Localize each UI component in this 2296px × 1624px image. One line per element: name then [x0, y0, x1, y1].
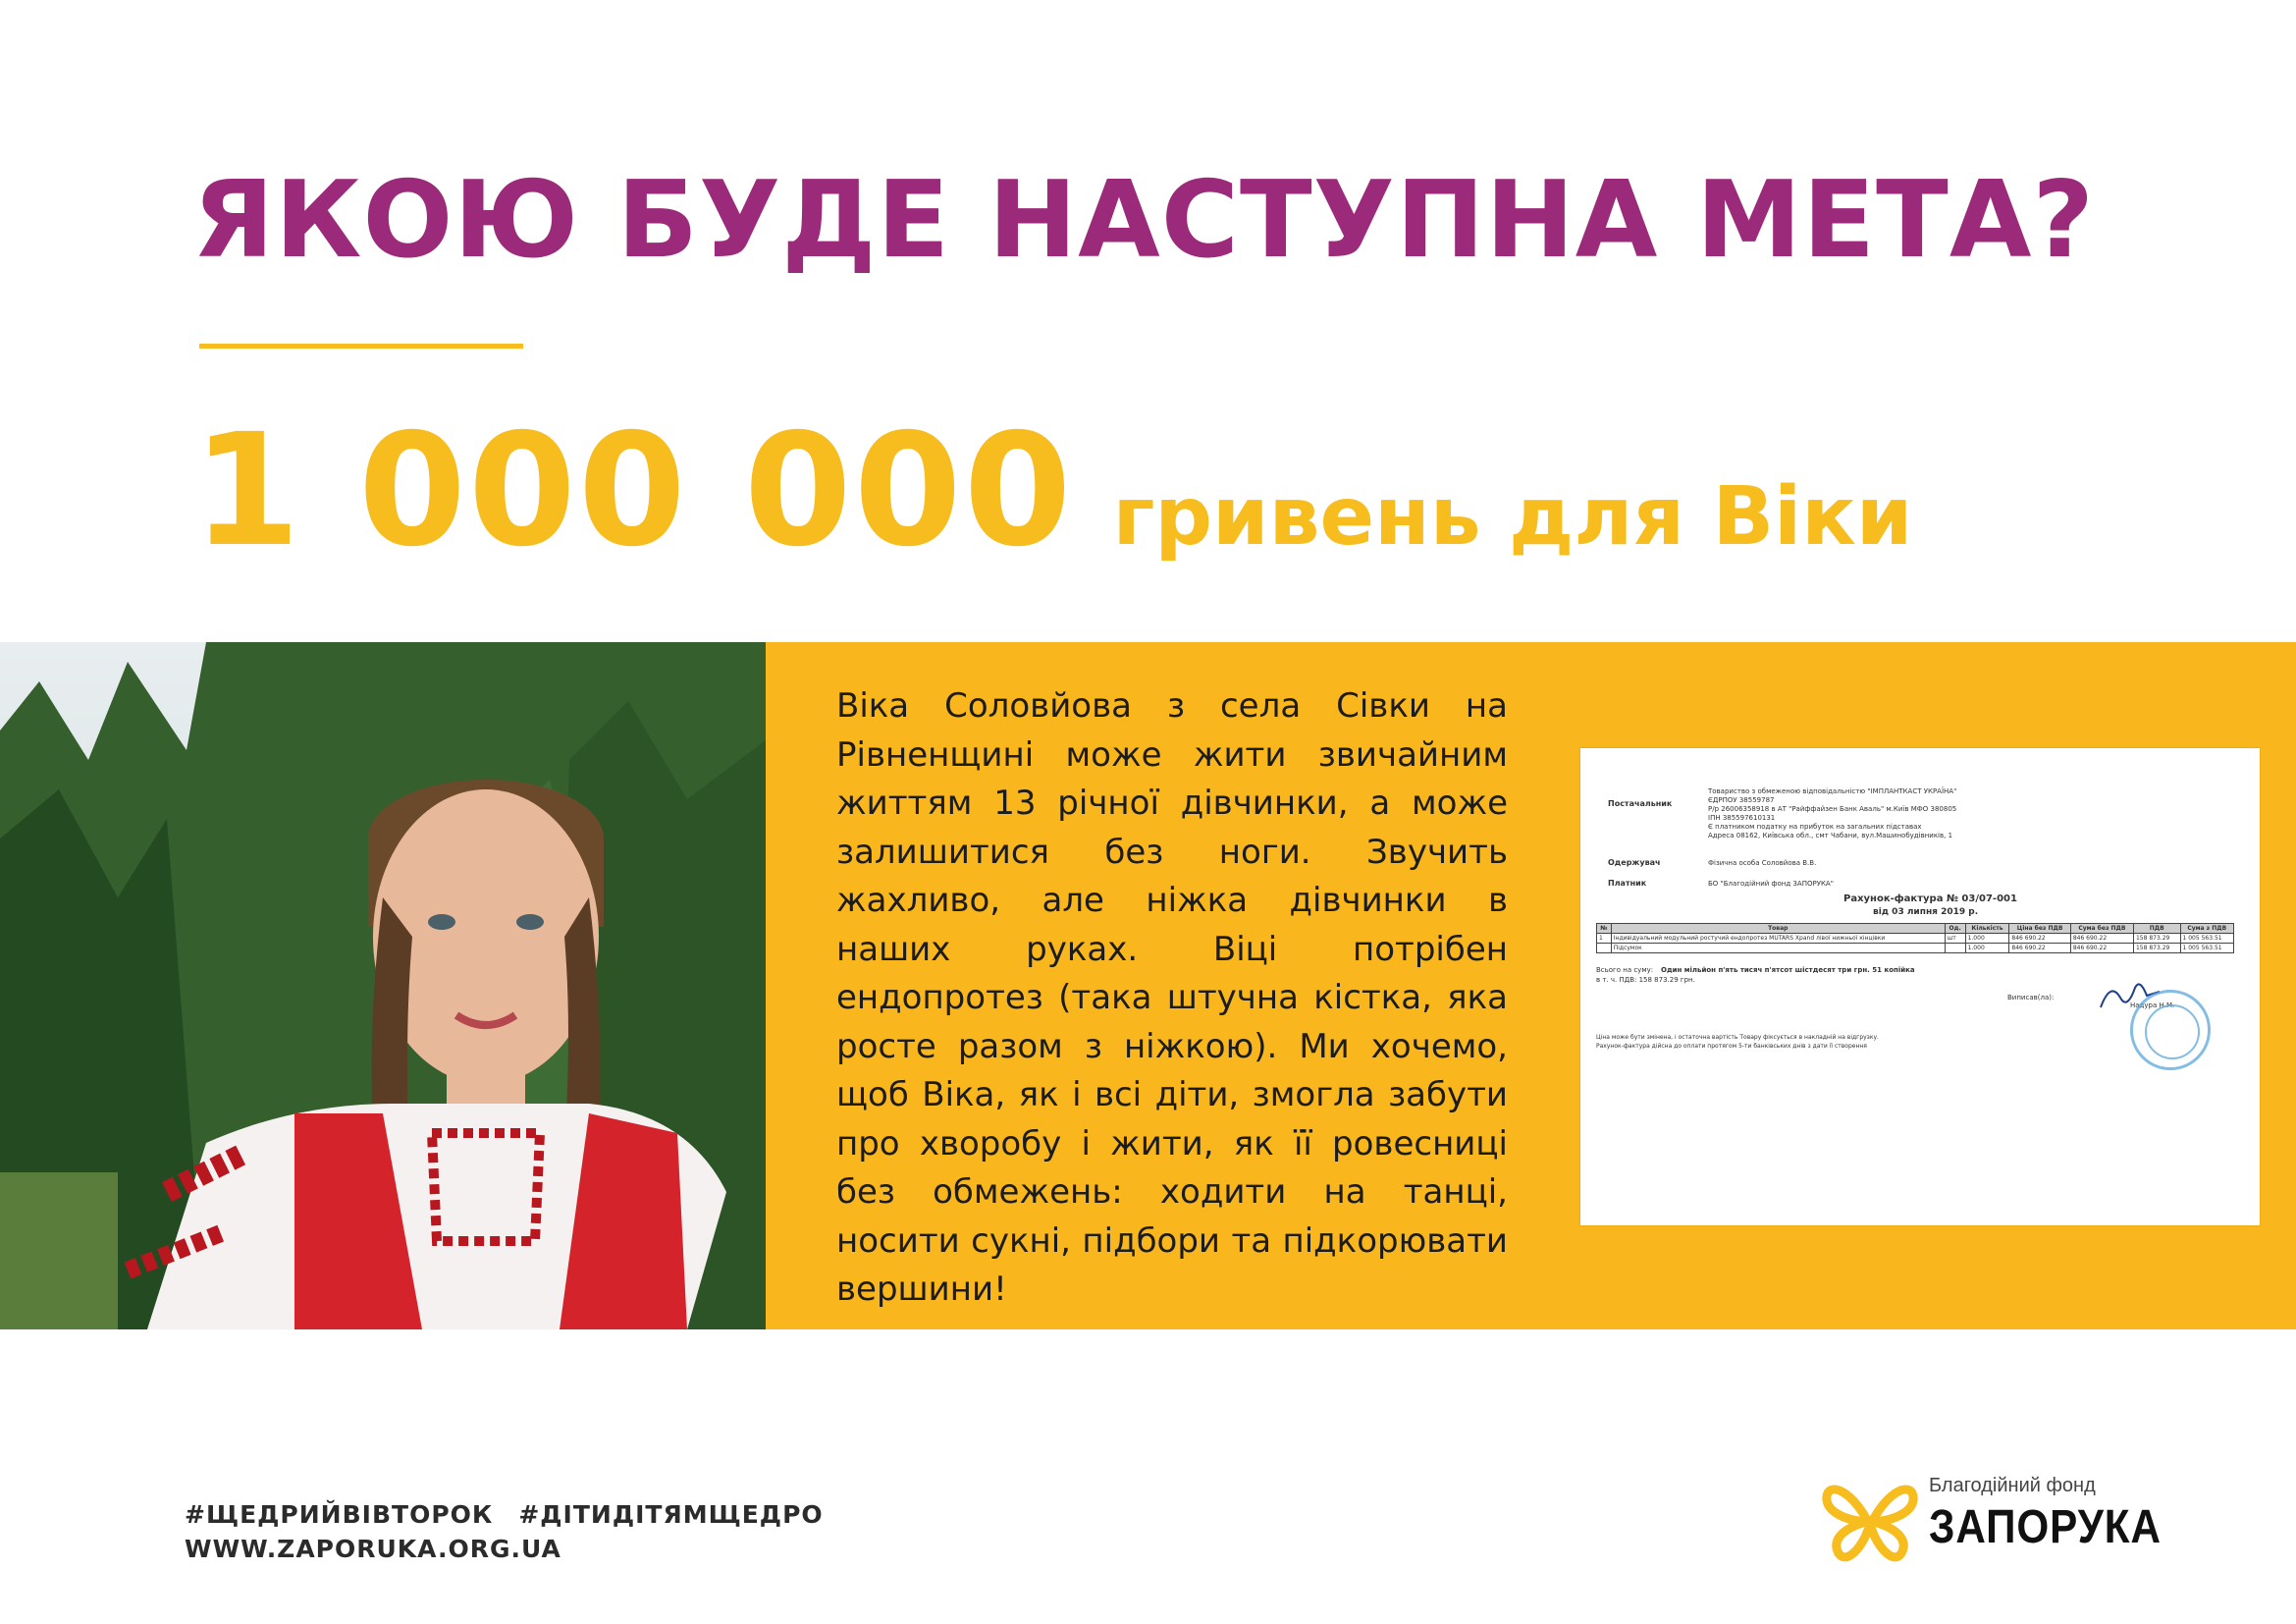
invoice-title: Рахунок-фактура № 03/07-001: [1843, 893, 2017, 904]
invoice-cell: 1 005 563.51: [2180, 934, 2233, 944]
invoice-note: Ціна може бути змінена, і остаточна вартість Товару фіксується в накладній на відгрузку.: [1596, 1034, 1879, 1041]
page-headline: ЯКОЮ БУДЕ НАСТУПНА МЕТА?: [192, 159, 2096, 282]
invoice-note: Рахунок-фактура дійсна до оплати протягом 5-ти банківських днів з дати її створення: [1596, 1043, 1867, 1050]
invoice-col-header: ПДВ: [2133, 924, 2180, 934]
invoice-col-header: Кількість: [1965, 924, 2009, 934]
invoice-table-header: [1597, 924, 2234, 934]
goal-amount: 1 000 000: [192, 401, 1074, 581]
invoice-supplier-line: Адреса 08162, Київська обл., смт Чабани, вул.Машинобудівників, 1: [1708, 832, 1953, 839]
invoice-cell: 846 690.22: [2070, 944, 2133, 953]
butterfly-icon: [1821, 1479, 1919, 1565]
invoice-total-label: Всього на суму:: [1596, 966, 1654, 974]
invoice-supplier-line: ІПН 385597610131: [1708, 814, 1776, 822]
invoice-cell: Підсумок: [1611, 944, 1945, 953]
invoice-vat-line: в т. ч. ПДВ: 158 873.29 грн.: [1596, 976, 1695, 984]
logo-name: ЗАПОРУКА: [1929, 1501, 2162, 1553]
invoice-col-header: Ціна без ПДВ: [2009, 924, 2070, 934]
logo-subtitle: Благодійний фонд: [1929, 1475, 2096, 1496]
footer-website-link[interactable]: WWW.ZAPORUKA.ORG.UA: [185, 1535, 561, 1563]
invoice-cell: Індивідуальний модульний ростучий ендопротез MUTARS Xpand лівої нижньої кінцівки: [1611, 934, 1945, 944]
invoice-cell: 1: [1597, 934, 1612, 944]
invoice-receiver: Фізична особа Соловйова В.В.: [1708, 859, 1817, 867]
invoice-supplier-line: Р/р 26006358918 в АТ "Райффайзен Банк Аваль" м.Київ МФО 380805: [1708, 805, 1957, 813]
invoice-document: [1580, 748, 2260, 1225]
invoice-payer: БО "Благодійний фонд ЗАПОРУКА": [1708, 880, 1834, 888]
hashtag-dity-ditiam-shchedro: #ДІТИДІТЯМЩЕДРО: [518, 1500, 824, 1529]
invoice-table-row: [1597, 944, 2234, 953]
goal-line: [192, 403, 1912, 579]
hashtag-shchedryi-vivtorok: #ЩЕДРИЙВІВТОРОК: [185, 1500, 494, 1529]
invoice-col-header: Од.: [1945, 924, 1965, 934]
invoice-cell: 1 005 563.51: [2180, 944, 2233, 953]
invoice-cell: шт: [1945, 934, 1965, 944]
invoice-cell: 846 690.22: [2009, 944, 2070, 953]
photo-illustration: [0, 642, 766, 1329]
goal-currency-text: гривень для Віки: [1112, 470, 1913, 564]
seal-stamp: [2130, 990, 2211, 1070]
invoice-issued-by: Виписав(ла):: [2007, 994, 2055, 1001]
invoice-supplier-line: Є платником податку на прибуток на загальних підставах: [1708, 823, 1922, 831]
story-text: Віка Соловйова з села Сівки на Рівненщині може жити звичайним життям 13 річної дівчинки, а може залишитися без ноги. Звучить жахливо, але ніжка дівчинки в наших руках. Віці потрібен ендопротез (така штучна кістка, яка росте разом з ніжкою). Ми хочемо, щоб Віка, як і всі діти, змогла забути про хворобу і жити, як її ровесниці без обмежень: ходити на танці, носити сукні, підбори та підкорювати вершини!: [836, 686, 1508, 1309]
invoice-cell: [1597, 944, 1612, 953]
invoice-cell: 158 873.29: [2133, 944, 2180, 953]
invoice-cell: 846 690.22: [2070, 934, 2133, 944]
invoice-date: від 03 липня 2019 р.: [1873, 907, 1979, 917]
footer-hashtags: [185, 1497, 824, 1533]
invoice-receiver-label: Одержувач: [1608, 858, 1661, 867]
invoice-cell: 846 690.22: [2009, 934, 2070, 944]
headline-divider: [199, 344, 523, 349]
invoice-supplier-line: ЄДРПОУ 38559787: [1708, 796, 1775, 804]
invoice-cell: 1.000: [1965, 944, 2009, 953]
invoice-supplier-label: Постачальник: [1608, 799, 1673, 808]
invoice-cell: [1945, 944, 1965, 953]
invoice-signer: Надура Н.М.: [2130, 1001, 2175, 1009]
invoice-col-header: Товар: [1611, 924, 1945, 934]
invoice-col-header: Сума без ПДВ: [2070, 924, 2133, 934]
invoice-col-header: №: [1597, 924, 1612, 934]
invoice-table-row: [1597, 934, 2234, 944]
invoice-cell: 1.000: [1965, 934, 2009, 944]
invoice-col-header: Сума з ПДВ: [2180, 924, 2233, 934]
invoice-cell: 158 873.29: [2133, 934, 2180, 944]
zaporuka-logo: [1821, 1475, 2162, 1563]
invoice-table: [1596, 923, 2234, 953]
invoice-payer-label: Платник: [1608, 879, 1647, 888]
girl-photo: [0, 642, 766, 1329]
invoice-supplier-line: Товариство з обмеженою відповідальністю "ІМПЛАНТКАСТ УКРАЇНА": [1708, 787, 1957, 795]
invoice-total-words: Один мільйон п'ять тисяч п'ятсот шістдесят три грн. 51 копійка: [1661, 966, 1915, 974]
